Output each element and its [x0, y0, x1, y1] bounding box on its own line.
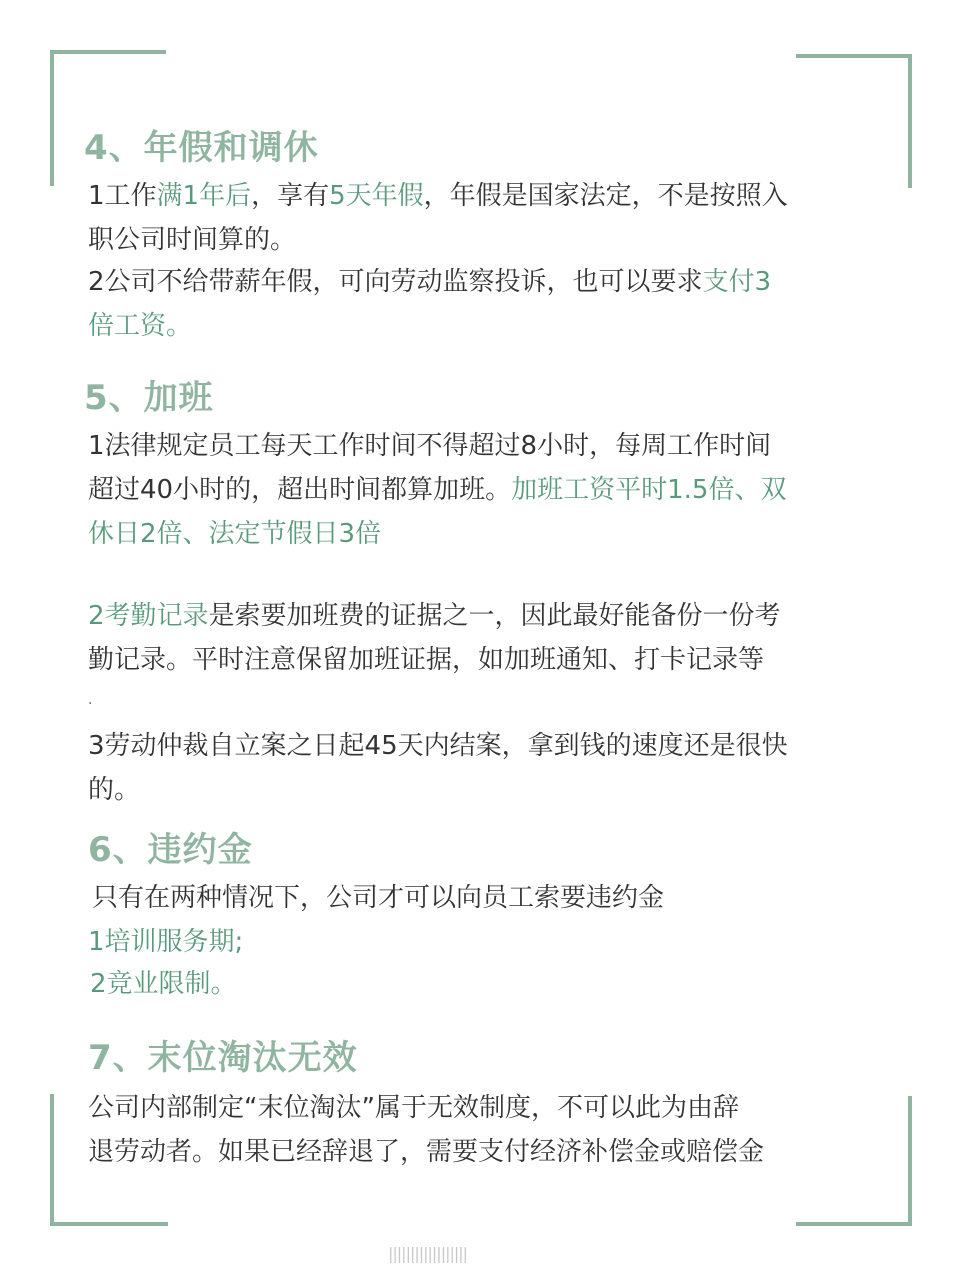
- paragraph-annual-leave-1: [88, 174, 888, 262]
- highlight: 5天年假: [329, 181, 424, 211]
- text: 职公司时间算的。: [88, 225, 297, 255]
- text: 1法律规定员工每天工作时间不得超过8小时，每周工作时间: [88, 431, 772, 461]
- text: 超过40小时的，超出时间都算加班。: [88, 475, 512, 505]
- text: 退劳动者。如果已经辞退了，需要支付经济补偿金或赔偿金: [88, 1137, 765, 1167]
- highlight: 休日2倍、法定节假日3倍: [88, 519, 382, 549]
- heading-penalty: 6、违约金: [88, 830, 253, 870]
- paragraph-last-place-elimination: [88, 1086, 888, 1174]
- heading-last-place-elimination: 7、末位淘汰无效: [88, 1038, 358, 1078]
- highlight: 加班工资平时1.5倍、双: [511, 475, 787, 505]
- heading-annual-leave: 4、年假和调休: [84, 128, 319, 168]
- text: 勤记录。平时注意保留加班证据，如加班通知、打卡记录等: [88, 645, 765, 675]
- paragraph-overtime-2: [88, 594, 888, 682]
- watermark: ||||||||||||||||||: [388, 1244, 468, 1263]
- list-item-training: 1培训服务期;: [88, 927, 244, 957]
- frame-top-left-vertical: [50, 50, 54, 186]
- text: 公司内部制定“末位淘汰”属于无效制度，不可以此为由辞: [88, 1093, 739, 1123]
- text: 的。: [88, 775, 141, 805]
- frame-bottom-left-vertical: [50, 1094, 54, 1226]
- text: ，享有: [251, 181, 330, 211]
- frame-top-right-vertical: [908, 54, 912, 188]
- frame-top-right-horizontal: [796, 54, 912, 58]
- frame-bottom-right-vertical: [908, 1096, 912, 1226]
- paragraph-penalty: 只有在两种情况下，公司才可以向员工索要违约金: [92, 883, 665, 913]
- text: ，年假是国家法定，不是按照入: [423, 181, 788, 211]
- paragraph-overtime-1: [88, 424, 888, 556]
- paragraph-annual-leave-2: [88, 260, 888, 348]
- text: 3劳动仲裁自立案之日起45天内结案，拿到钱的速度还是很快: [88, 731, 788, 761]
- frame-bottom-left-horizontal: [50, 1222, 168, 1226]
- highlight: 2考勤记录: [88, 601, 209, 631]
- heading-overtime: 5、加班: [84, 378, 214, 418]
- list-item-noncompete: 2竞业限制。: [90, 969, 237, 999]
- frame-bottom-right-horizontal: [796, 1222, 912, 1226]
- stray-period: .: [88, 692, 93, 708]
- highlight: 倍工资。: [88, 311, 193, 341]
- paragraph-overtime-3: [88, 724, 888, 812]
- highlight: 支付3: [702, 267, 772, 297]
- text: 是索要加班费的证据之一，因此最好能备份一份考: [208, 601, 781, 631]
- frame-top-left-horizontal: [50, 50, 166, 54]
- highlight: 满1年后: [156, 181, 252, 211]
- text: 2公司不给带薪年假，可向劳动监察投诉，也可以要求: [88, 267, 703, 297]
- text: 1工作: [88, 181, 157, 211]
